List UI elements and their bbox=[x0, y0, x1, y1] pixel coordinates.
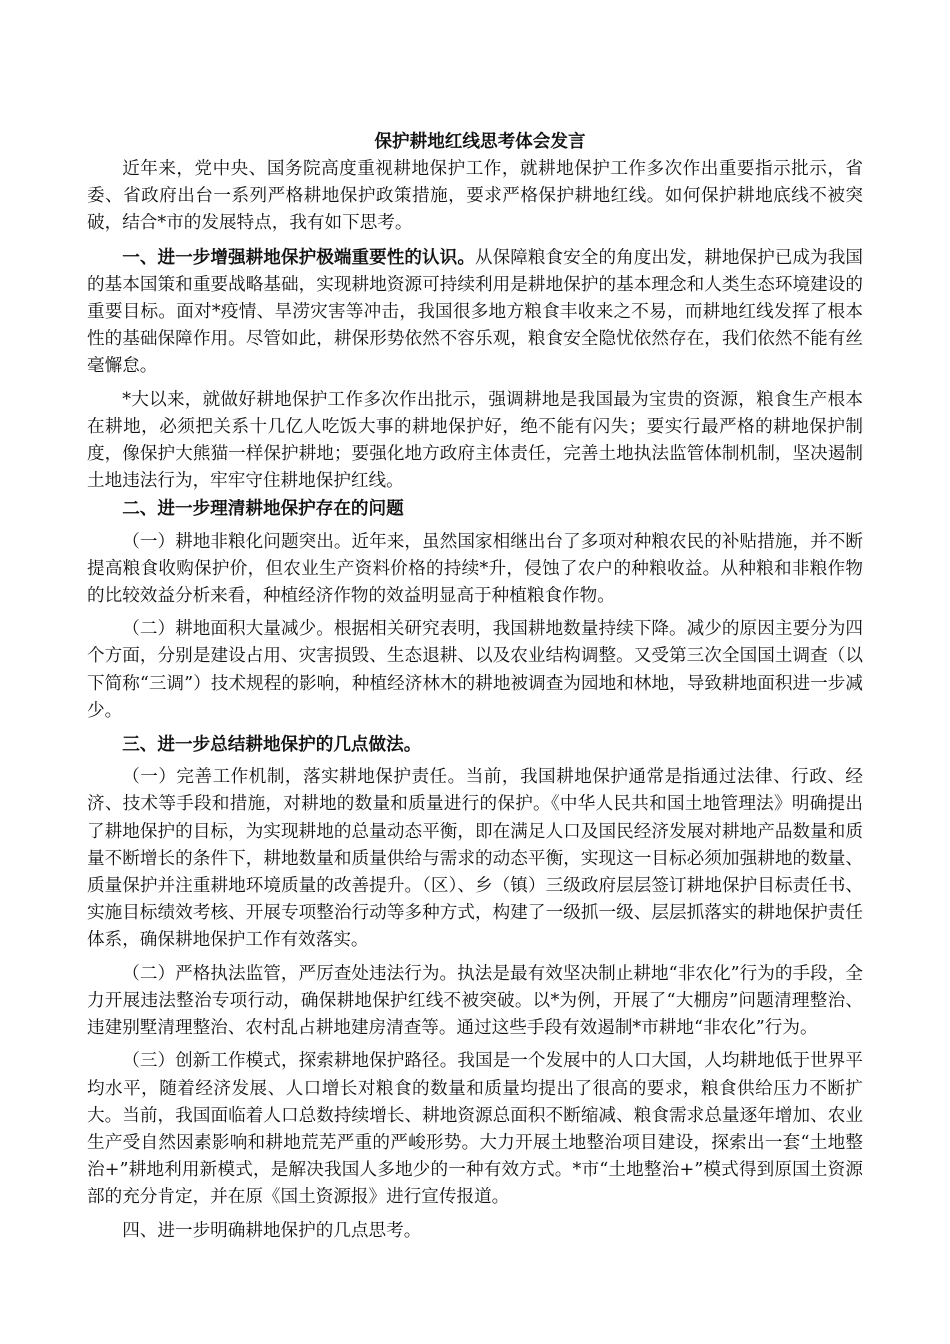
section-2-item-2: （二）耕地面积大量减少。根据相关研究表明，我国耕地数量持续下降。减少的原因主要分为四个方面，分别是建设占用、灾害损毁、生态退耕、以及农业结构调整。又受第三次全国国土调查（以下简称“三调”）技术规程的影响，种植经济林木的耕地被调查为园地和林地，导致耕地面积进一步减少。 bbox=[87, 619, 863, 721]
section-3-item-2: （二）严格执法监管，严厉查处违法行为。执法是最有效坚决制止耕地“非农化”行为的手段，全力开展违法整治专项行动，确保耕地保护红线不被突破。以*为例，开展了“大棚房”问题清理整治、违建别墅清理整治、农村乱占耕地建房清查等。通过这些手段有效遏制*市耕地“非农化”行为。 bbox=[87, 963, 863, 1039]
section-1-paragraph bbox=[87, 244, 863, 381]
section-4-heading: 四、进一步明确耕地保护的几点思考。 bbox=[122, 1220, 422, 1241]
section-1-heading: 一、进一步增强耕地保护极端重要性的认识。 bbox=[122, 246, 475, 268]
section-3-item-3: （三）创新工作模式，探索耕地保护路径。我国是一个发展中的人口大国，人均耕地低于世界平均水平，随着经济发展、人口增长对粮食的数量和质量均提出了很高的要求，粮食供给压力不断扩大。当前，我国面临着人口总数持续增长、耕地资源总面积不断缩减、粮食需求总量逐年增加、农业生产受自然因素影响和耕地荒芜严重的严峻形势。大力开展土地整治项目建设，探索出一套“土地整治+”耕地利用新模式，是解决我国人多地少的一种有效方式。*市“土地整治+”模式得到原国土资源部的充分肯定，并在原《国土资源报》进行宣传报道。 bbox=[87, 1051, 863, 1208]
section-2-item-1: （一）耕地非粮化问题突出。近年来，虽然国家相继出台了多项对种粮农民的补贴措施，并不断提高粮食收购保护价，但农业生产资料价格的持续*升，侵蚀了农户的种粮收益。从种粮和非粮作物的比较效益分析来看，种植经济作物的效益明显高于种植粮食作物。 bbox=[87, 531, 863, 607]
document-title: 保护耕地红线思考体会发言 bbox=[374, 131, 586, 152]
section-3-item-1: （一）完善工作机制，落实耕地保护责任。当前，我国耕地保护通常是指通过法律、行政、经济、技术等手段和措施，对耕地的数量和质量进行的保护。《中华人民共和国土地管理法》明确提出了耕地保护的目标，为实现耕地的总量动态平衡，即在满足人口及国民经济发展对耕地产品数量和质量不断增长的条件下，耕地数量和质量供给与需求的动态平衡，实现这一目标必须加强耕地的数量、质量保护并注重耕地环境质量的改善提升。（区）、乡（镇）三级政府层层签订耕地保护目标责任书、实施目标绩效考核、开展专项整治行动等多种方式，构建了一级抓一级、层层抓落实的耕地保护责任体系，确保耕地保护工作有效落实。 bbox=[87, 767, 863, 951]
section-3-heading: 三、进一步总结耕地保护的几点做法。 bbox=[122, 734, 422, 756]
section-1-paragraph-2: *大以来，就做好耕地保护工作多次作出批示，强调耕地是我国最为宝贵的资源，粮食生产根本在耕地，必须把关系十几亿人吃饭大事的耕地保护好，绝不能有闪失；要实行最严格的耕地保护制度，像保护大熊猫一样保护耕地；要强化地方政府主体责任，完善土地执法监管体制机制，坚决遏制土地违法行为，牢牢守住耕地保护红线。 bbox=[87, 389, 863, 492]
intro-paragraph: 近年来，党中央、国务院高度重视耕地保护工作，就耕地保护工作多次作出重要指示批示，省委、省政府出台一系列严格耕地保护政策措施，要求严格保护耕地红线。如何保护耕地底线不被突破，结合*市的发展特点，我有如下思考。 bbox=[87, 159, 863, 234]
section-2-heading: 二、进一步理清耕地保护存在的问题 bbox=[122, 498, 404, 520]
document-page bbox=[87, 128, 863, 1245]
section-1-body: 从保障粮食安全的角度出发，耕地保护已成为我国的基本国策和重要战略基础，实现耕地资源可持续利用是耕地保护的基本理念和人类生态环境建设的重要目标。面对*疫情、旱涝灾害等冲击，我国很多地方粮食丰收来之不易，而耕地红线发挥了根本性的基础保障作用。尽管如此，耕保形势依然不容乐观，粮食安全隐忧依然存在，我们依然不能有丝毫懈怠。 bbox=[87, 247, 863, 377]
